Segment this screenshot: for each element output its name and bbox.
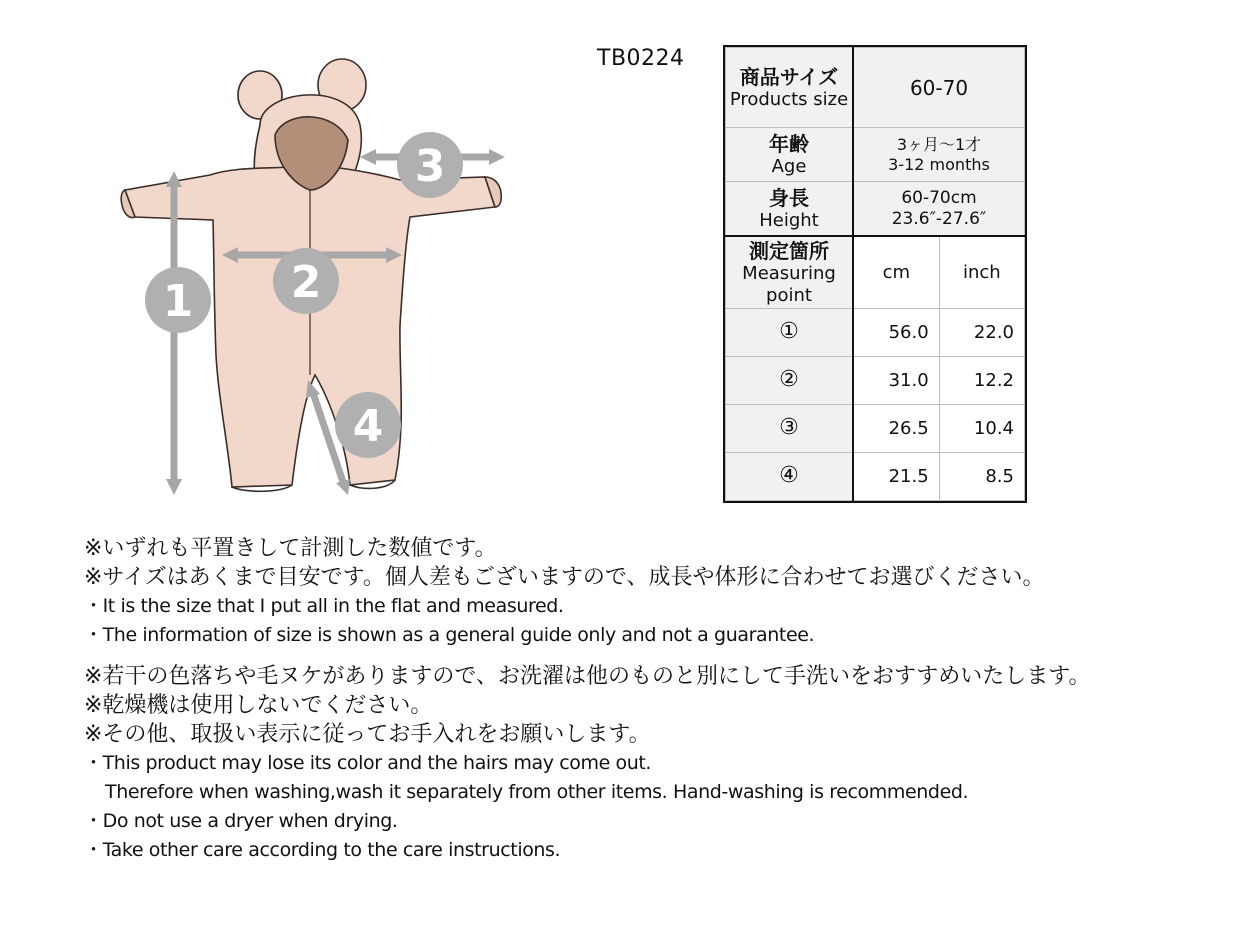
marker-1-label: 1 xyxy=(162,276,194,327)
note-measure-en-1: ・It is the size that I put all in the flat and measured. xyxy=(84,595,564,617)
table-row-measuring-point xyxy=(726,236,1025,309)
spacer xyxy=(84,650,1234,662)
age-label: 年齢 Age xyxy=(726,128,854,182)
measure-inch: 12.2 xyxy=(939,357,1024,405)
measure-inch: 10.4 xyxy=(939,405,1024,453)
notes-section xyxy=(84,534,1234,865)
note-care-jp-2: ※乾燥機は使用しないでください。 xyxy=(84,693,433,718)
note-measure-en-2: ・The information of size is shown as a general guide only and not a guarantee. xyxy=(84,624,815,646)
marker-4-label: 4 xyxy=(352,401,384,452)
marker-3-label: 3 xyxy=(414,141,446,192)
note-care-jp-1: ※若干の色落ちや毛ヌケがありますので、お洗濯は他のものと別にして手洗いをおすすめいたします。 xyxy=(84,664,1091,689)
column-header-inch: inch xyxy=(939,236,1024,309)
note-care-en-3: ・Take other care according to the care instructions. xyxy=(84,839,561,861)
table-row-height xyxy=(726,182,1025,237)
measure-point-1: ① xyxy=(726,309,854,357)
table-row-products-size xyxy=(726,48,1025,128)
age-value: 3ヶ月～1才 3-12 months xyxy=(853,128,1025,182)
measure-inch: 8.5 xyxy=(939,453,1024,501)
measure-cm: 31.0 xyxy=(853,357,939,405)
note-care-en-2: ・Do not use a dryer when drying. xyxy=(84,810,398,832)
height-value: 60-70cm 23.6″-27.6″ xyxy=(853,182,1025,237)
height-label: 身長 Height xyxy=(726,182,854,237)
measure-point-2: ② xyxy=(726,357,854,405)
table-row-age xyxy=(726,128,1025,182)
table-row xyxy=(726,405,1025,453)
size-table xyxy=(725,47,1025,501)
measure-cm: 56.0 xyxy=(853,309,939,357)
note-care-en-1b: Therefore when washing,wash it separately from other items. Hand-washing is recommended. xyxy=(105,781,969,803)
measure-inch: 22.0 xyxy=(939,309,1024,357)
note-care-jp-3: ※その他、取扱い表示に従ってお手入れをお願いします。 xyxy=(84,722,651,747)
note-care-en-1: ・This product may lose its color and the hairs may come out. xyxy=(84,752,652,774)
note-measure-jp-2: ※サイズはあくまで目安です。個人差もございますので、成長や体形に合わせてお選びください。 xyxy=(84,565,1045,590)
column-header-cm: cm xyxy=(853,236,939,309)
romper-illustration xyxy=(110,55,530,505)
measure-cm: 21.5 xyxy=(853,453,939,501)
measuring-point-label: 測定箇所 Measuring point xyxy=(726,236,854,309)
measure-point-4: ④ xyxy=(726,453,854,501)
product-code: TB0224 xyxy=(597,46,685,71)
table-row xyxy=(726,357,1025,405)
table-row xyxy=(726,309,1025,357)
marker-2-label: 2 xyxy=(290,257,322,308)
products-size-value: 60-70 xyxy=(853,48,1025,128)
table-row xyxy=(726,453,1025,501)
measure-cm: 26.5 xyxy=(853,405,939,453)
note-measure-jp-1: ※いずれも平置きして計測した数値です。 xyxy=(84,536,497,561)
products-size-label: 商品サイズ Products size xyxy=(726,48,854,128)
measure-point-3: ③ xyxy=(726,405,854,453)
